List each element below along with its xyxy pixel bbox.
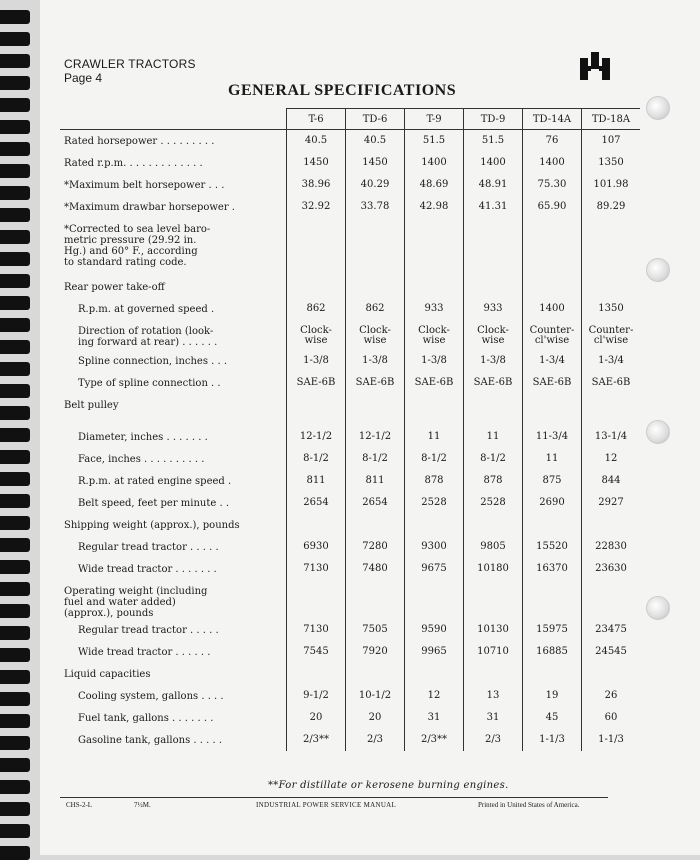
punch-hole bbox=[646, 420, 670, 444]
cell-value: 2/3** bbox=[287, 729, 346, 751]
cell-value: 1350 bbox=[582, 152, 641, 174]
row-label: Regular tread tractor . . . . . bbox=[78, 624, 219, 636]
binding-ring bbox=[0, 142, 30, 156]
table-row bbox=[60, 196, 640, 218]
cell-value: SAE-6B bbox=[582, 372, 641, 394]
cell-value bbox=[464, 276, 523, 298]
binding-ring bbox=[0, 780, 30, 794]
cell-value: 1-3/8 bbox=[287, 350, 346, 372]
cell-value bbox=[346, 276, 405, 298]
binding-ring bbox=[0, 648, 30, 662]
table-bottom-rule bbox=[60, 797, 608, 798]
cell-value: 2528 bbox=[405, 492, 464, 514]
cell-value: 8-1/2 bbox=[464, 448, 523, 470]
cell-value: SAE-6B bbox=[346, 372, 405, 394]
cell-value: 1400 bbox=[523, 298, 582, 320]
table-row bbox=[60, 641, 640, 663]
binding-ring bbox=[0, 32, 30, 46]
column-header: TD-6 bbox=[346, 109, 405, 130]
cell-value: 1400 bbox=[464, 152, 523, 174]
binding-ring bbox=[0, 274, 30, 288]
cell-value: 9300 bbox=[405, 536, 464, 558]
table-row bbox=[60, 514, 640, 536]
cell-value bbox=[287, 394, 346, 426]
binding-ring bbox=[0, 406, 30, 420]
spiral-binding bbox=[0, 0, 48, 855]
cell-value: 7505 bbox=[346, 619, 405, 641]
cell-value: 24545 bbox=[582, 641, 641, 663]
cell-value bbox=[523, 394, 582, 426]
cell-value: 1400 bbox=[523, 152, 582, 174]
cell-value: 1450 bbox=[346, 152, 405, 174]
cell-value: 13 bbox=[464, 685, 523, 707]
cell-value bbox=[346, 218, 405, 276]
table-row bbox=[60, 426, 640, 448]
cell-value: 41.31 bbox=[464, 196, 523, 218]
table-row bbox=[60, 320, 640, 350]
footer-printed-in: Printed in United States of America. bbox=[478, 801, 580, 809]
cell-value: 8-1/2 bbox=[405, 448, 464, 470]
cell-value bbox=[405, 276, 464, 298]
row-label: Type of spline connection . . bbox=[78, 377, 221, 389]
cell-value: 12 bbox=[582, 448, 641, 470]
table-row bbox=[60, 619, 640, 641]
cell-value: 8-1/2 bbox=[346, 448, 405, 470]
row-label: *Corrected to sea level baro- metric pressure (29.92 in. Hg.) and 60° F., according to standard rating code. bbox=[64, 223, 211, 268]
table-row bbox=[60, 492, 640, 514]
column-header: TD-14A bbox=[523, 109, 582, 130]
binding-ring bbox=[0, 340, 30, 354]
cell-value: Clock- wise bbox=[346, 320, 405, 350]
cell-value: Clock- wise bbox=[287, 320, 346, 350]
cell-value: 48.69 bbox=[405, 174, 464, 196]
table-row bbox=[60, 663, 640, 685]
cell-value: 2654 bbox=[346, 492, 405, 514]
cell-value bbox=[405, 514, 464, 536]
cell-value: 7130 bbox=[287, 558, 346, 580]
column-header: T-9 bbox=[405, 109, 464, 130]
section-label: Liquid capacities bbox=[64, 668, 151, 680]
cell-value: 11 bbox=[523, 448, 582, 470]
table-row bbox=[60, 707, 640, 729]
cell-value: 10-1/2 bbox=[346, 685, 405, 707]
cell-value: Counter- cl'wise bbox=[582, 320, 641, 350]
cell-value: Clock- wise bbox=[464, 320, 523, 350]
cell-value: 23475 bbox=[582, 619, 641, 641]
cell-value: 10130 bbox=[464, 619, 523, 641]
cell-value bbox=[346, 394, 405, 426]
row-label: Rated horsepower . . . . . . . . . bbox=[64, 136, 215, 147]
cell-value bbox=[464, 514, 523, 536]
cell-value: 12-1/2 bbox=[287, 426, 346, 448]
table-row bbox=[60, 580, 640, 619]
cell-value bbox=[287, 580, 346, 619]
binding-ring bbox=[0, 494, 30, 508]
cell-value: 22830 bbox=[582, 536, 641, 558]
cell-value: 40.5 bbox=[287, 130, 346, 152]
cell-value: 9965 bbox=[405, 641, 464, 663]
binding-ring bbox=[0, 516, 30, 530]
binding-ring bbox=[0, 560, 30, 574]
binding-ring bbox=[0, 384, 30, 398]
cell-value: 933 bbox=[405, 298, 464, 320]
binding-ring bbox=[0, 626, 30, 640]
table-row bbox=[60, 729, 640, 751]
table-row bbox=[60, 394, 640, 426]
cell-value: 2654 bbox=[287, 492, 346, 514]
binding-ring bbox=[0, 296, 30, 310]
table-row bbox=[60, 174, 640, 196]
cell-value: 1-1/3 bbox=[582, 729, 641, 751]
section-label: Operating weight (including fuel and water added) (approx.), pounds bbox=[64, 585, 208, 619]
footer-manual-title: INDUSTRIAL POWER SERVICE MANUAL bbox=[256, 801, 397, 809]
cell-value: 1350 bbox=[582, 298, 641, 320]
row-label: Regular tread tractor . . . . . bbox=[78, 541, 219, 553]
cell-value bbox=[582, 514, 641, 536]
cell-value: 8-1/2 bbox=[287, 448, 346, 470]
cell-value: 7130 bbox=[287, 619, 346, 641]
binding-ring bbox=[0, 714, 30, 728]
cell-value: 1-3/4 bbox=[523, 350, 582, 372]
footnote: **For distillate or kerosene burning engines. bbox=[268, 780, 509, 791]
binding-ring bbox=[0, 450, 30, 464]
cell-value: 2/3** bbox=[405, 729, 464, 751]
cell-value: 23630 bbox=[582, 558, 641, 580]
binding-ring bbox=[0, 120, 30, 134]
table-row bbox=[60, 298, 640, 320]
cell-value: SAE-6B bbox=[405, 372, 464, 394]
cell-value: 107 bbox=[582, 130, 641, 152]
binding-ring bbox=[0, 230, 30, 244]
binding-ring bbox=[0, 472, 30, 486]
footer-code: CHS-2-L bbox=[66, 801, 93, 809]
cell-value: 933 bbox=[464, 298, 523, 320]
binding-ring bbox=[0, 538, 30, 552]
cell-value: 2/3 bbox=[464, 729, 523, 751]
cell-value: SAE-6B bbox=[464, 372, 523, 394]
cell-value: 13-1/4 bbox=[582, 426, 641, 448]
cell-value: 862 bbox=[287, 298, 346, 320]
cell-value: 1-1/3 bbox=[523, 729, 582, 751]
binding-ring bbox=[0, 582, 30, 596]
binding-ring bbox=[0, 208, 30, 222]
cell-value bbox=[464, 394, 523, 426]
row-label: Belt speed, feet per minute . . bbox=[78, 497, 230, 509]
cell-value bbox=[523, 580, 582, 619]
cell-value: 19 bbox=[523, 685, 582, 707]
cell-value: 11 bbox=[464, 426, 523, 448]
cell-value: 9675 bbox=[405, 558, 464, 580]
row-label: Wide tread tractor . . . . . . bbox=[78, 646, 211, 658]
cell-value: 12-1/2 bbox=[346, 426, 405, 448]
column-header: T-6 bbox=[287, 109, 346, 130]
cell-value bbox=[582, 394, 641, 426]
cell-value: 844 bbox=[582, 470, 641, 492]
label-header bbox=[60, 109, 287, 130]
cell-value: Counter- cl'wise bbox=[523, 320, 582, 350]
cell-value: Clock- wise bbox=[405, 320, 464, 350]
row-label: Wide tread tractor . . . . . . . bbox=[78, 563, 217, 575]
page-number: Page 4 bbox=[64, 71, 103, 85]
cell-value bbox=[582, 276, 641, 298]
column-header: TD-18A bbox=[582, 109, 641, 130]
cell-value bbox=[405, 580, 464, 619]
row-label: Face, inches . . . . . . . . . . bbox=[78, 453, 205, 465]
cell-value: 9-1/2 bbox=[287, 685, 346, 707]
cell-value: 89.29 bbox=[582, 196, 641, 218]
cell-value: SAE-6B bbox=[523, 372, 582, 394]
cell-value bbox=[523, 663, 582, 685]
cell-value: 7920 bbox=[346, 641, 405, 663]
cell-value: 101.98 bbox=[582, 174, 641, 196]
cell-value bbox=[346, 663, 405, 685]
cell-value bbox=[405, 394, 464, 426]
cell-value bbox=[287, 514, 346, 536]
table-row bbox=[60, 218, 640, 276]
column-header: TD-9 bbox=[464, 109, 523, 130]
cell-value bbox=[582, 663, 641, 685]
cell-value: 10710 bbox=[464, 641, 523, 663]
section-label: Belt pulley bbox=[64, 399, 119, 411]
cell-value: 11 bbox=[405, 426, 464, 448]
cell-value: 32.92 bbox=[287, 196, 346, 218]
cell-value: 31 bbox=[464, 707, 523, 729]
binding-ring bbox=[0, 670, 30, 684]
binding-ring bbox=[0, 54, 30, 68]
cell-value bbox=[346, 580, 405, 619]
cell-value bbox=[287, 276, 346, 298]
table-row bbox=[60, 372, 640, 394]
table-row bbox=[60, 448, 640, 470]
binding-ring bbox=[0, 10, 30, 24]
binding-ring bbox=[0, 362, 30, 376]
cell-value: 10180 bbox=[464, 558, 523, 580]
cell-value bbox=[523, 514, 582, 536]
cell-value: 862 bbox=[346, 298, 405, 320]
table-row bbox=[60, 558, 640, 580]
cell-value: 2927 bbox=[582, 492, 641, 514]
cell-value: 1-3/8 bbox=[405, 350, 464, 372]
cell-value bbox=[464, 663, 523, 685]
binding-ring bbox=[0, 428, 30, 442]
cell-value: 20 bbox=[287, 707, 346, 729]
binding-ring bbox=[0, 318, 30, 332]
cell-value: 42.98 bbox=[405, 196, 464, 218]
cell-value: 65.90 bbox=[523, 196, 582, 218]
binding-ring bbox=[0, 824, 30, 838]
cell-value: 16370 bbox=[523, 558, 582, 580]
cell-value: 20 bbox=[346, 707, 405, 729]
cell-value bbox=[464, 218, 523, 276]
table-row bbox=[60, 276, 640, 298]
cell-value: 15975 bbox=[523, 619, 582, 641]
row-label: R.p.m. at rated engine speed . bbox=[78, 475, 232, 487]
cell-value: 1-3/8 bbox=[346, 350, 405, 372]
cell-value: 38.96 bbox=[287, 174, 346, 196]
binding-ring bbox=[0, 164, 30, 178]
binding-ring bbox=[0, 76, 30, 90]
cell-value: 45 bbox=[523, 707, 582, 729]
cell-value: 9590 bbox=[405, 619, 464, 641]
row-label: Fuel tank, gallons . . . . . . . bbox=[78, 712, 214, 724]
cell-value: 6930 bbox=[287, 536, 346, 558]
cell-value: 12 bbox=[405, 685, 464, 707]
cell-value: 75.30 bbox=[523, 174, 582, 196]
binding-ring bbox=[0, 252, 30, 266]
cell-value bbox=[287, 663, 346, 685]
binding-ring bbox=[0, 604, 30, 618]
cell-value: 7280 bbox=[346, 536, 405, 558]
table-row bbox=[60, 152, 640, 174]
cell-value bbox=[346, 514, 405, 536]
cell-value: 1-3/4 bbox=[582, 350, 641, 372]
row-label: R.p.m. at governed speed . bbox=[78, 303, 215, 315]
cell-value: 60 bbox=[582, 707, 641, 729]
cell-value: 48.91 bbox=[464, 174, 523, 196]
cell-value: 878 bbox=[405, 470, 464, 492]
cell-value: 2/3 bbox=[346, 729, 405, 751]
punch-hole bbox=[646, 258, 670, 282]
ih-logo-icon bbox=[580, 52, 610, 80]
cell-value: 16885 bbox=[523, 641, 582, 663]
table-row bbox=[60, 130, 640, 152]
table-row bbox=[60, 470, 640, 492]
binding-ring bbox=[0, 802, 30, 816]
row-label: *Maximum drawbar horsepower . bbox=[64, 201, 235, 213]
cell-value: 811 bbox=[346, 470, 405, 492]
row-label: Spline connection, inches . . . bbox=[78, 355, 228, 367]
binding-ring bbox=[0, 736, 30, 750]
cell-value bbox=[405, 218, 464, 276]
binding-ring bbox=[0, 758, 30, 772]
row-label: *Maximum belt horsepower . . . bbox=[64, 179, 225, 191]
page-title: GENERAL SPECIFICATIONS bbox=[228, 82, 457, 99]
cell-value: 1400 bbox=[405, 152, 464, 174]
cell-value: 76 bbox=[523, 130, 582, 152]
cell-value bbox=[464, 580, 523, 619]
row-label: Diameter, inches . . . . . . . bbox=[78, 431, 208, 443]
section-label: Shipping weight (approx.), pounds bbox=[64, 519, 240, 531]
table-row bbox=[60, 536, 640, 558]
section-label: Rear power take-off bbox=[64, 281, 165, 293]
cell-value: 15520 bbox=[523, 536, 582, 558]
row-label: Gasoline tank, gallons . . . . . bbox=[78, 734, 223, 746]
cell-value: 2528 bbox=[464, 492, 523, 514]
cell-value bbox=[523, 276, 582, 298]
cell-value: 11-3/4 bbox=[523, 426, 582, 448]
cell-value bbox=[582, 218, 641, 276]
section-heading: CRAWLER TRACTORS bbox=[64, 57, 196, 71]
binding-ring bbox=[0, 692, 30, 706]
binding-ring bbox=[0, 846, 30, 860]
cell-value bbox=[582, 580, 641, 619]
row-label: Cooling system, gallons . . . . bbox=[78, 690, 224, 702]
cell-value: 40.5 bbox=[346, 130, 405, 152]
table-header-row bbox=[60, 109, 640, 130]
row-label: Rated r.p.m. . . . . . . . . . . . . bbox=[64, 157, 203, 169]
cell-value: 7545 bbox=[287, 641, 346, 663]
cell-value: 1-3/8 bbox=[464, 350, 523, 372]
punch-hole bbox=[646, 96, 670, 120]
cell-value: 878 bbox=[464, 470, 523, 492]
cell-value bbox=[287, 218, 346, 276]
cell-value: 875 bbox=[523, 470, 582, 492]
cell-value bbox=[405, 663, 464, 685]
cell-value: 811 bbox=[287, 470, 346, 492]
table-row bbox=[60, 350, 640, 372]
cell-value: 1450 bbox=[287, 152, 346, 174]
binding-ring bbox=[0, 186, 30, 200]
cell-value: SAE-6B bbox=[287, 372, 346, 394]
cell-value: 40.29 bbox=[346, 174, 405, 196]
cell-value bbox=[523, 218, 582, 276]
cell-value: 31 bbox=[405, 707, 464, 729]
row-label: Direction of rotation (look- ing forward at rear) . . . . . . bbox=[78, 325, 218, 348]
cell-value: 51.5 bbox=[464, 130, 523, 152]
cell-value: 9805 bbox=[464, 536, 523, 558]
cell-value: 51.5 bbox=[405, 130, 464, 152]
footer-print-run: 7½M. bbox=[134, 801, 151, 809]
table-row bbox=[60, 685, 640, 707]
punch-hole bbox=[646, 596, 670, 620]
binding-ring bbox=[0, 98, 30, 112]
cell-value: 26 bbox=[582, 685, 641, 707]
cell-value: 2690 bbox=[523, 492, 582, 514]
specifications-table bbox=[60, 108, 640, 751]
cell-value: 33.78 bbox=[346, 196, 405, 218]
cell-value: 7480 bbox=[346, 558, 405, 580]
